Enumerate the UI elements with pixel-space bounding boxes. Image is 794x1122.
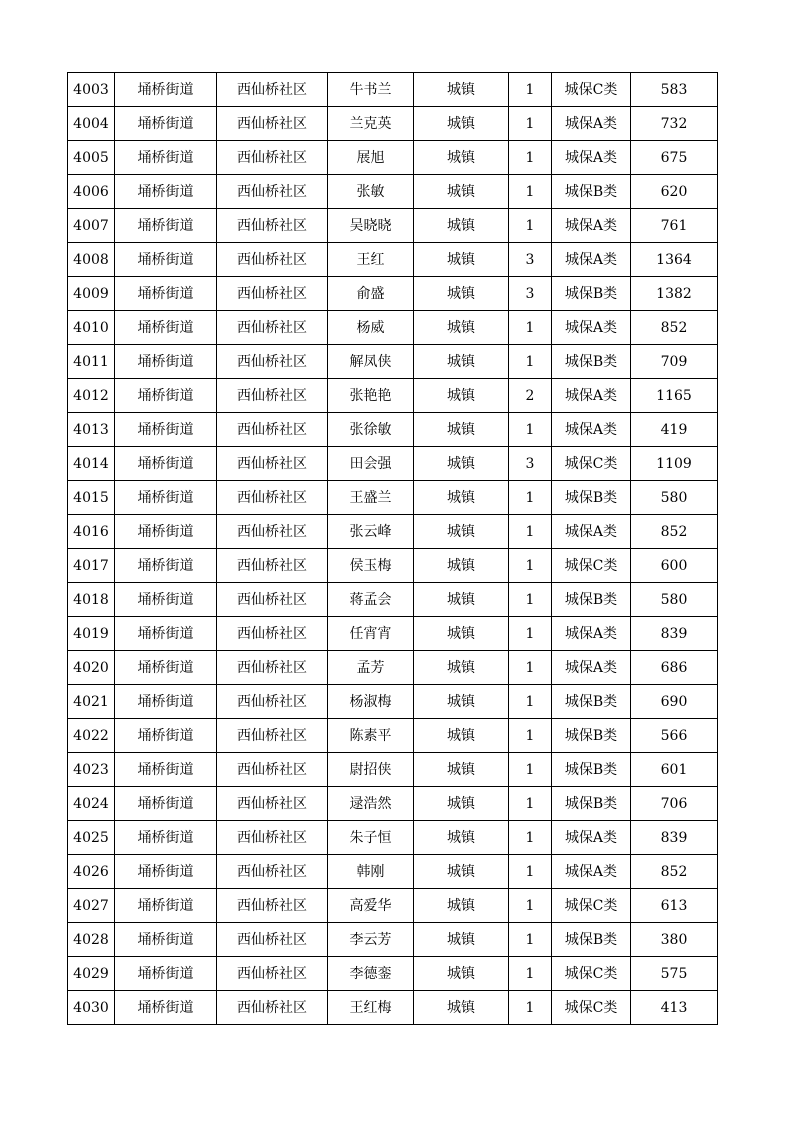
- cell-household-count: 1: [509, 73, 552, 107]
- table-row: [68, 957, 718, 991]
- cell-household-count: 1: [509, 889, 552, 923]
- cell-category: 城保A类: [552, 855, 631, 889]
- table-row: [68, 243, 718, 277]
- cell-category: 城保B类: [552, 719, 631, 753]
- cell-amount: 413: [631, 991, 718, 1025]
- table-row: [68, 141, 718, 175]
- cell-name: 吴晓晓: [328, 209, 414, 243]
- cell-household-count: 1: [509, 549, 552, 583]
- cell-street: 埇桥街道: [115, 821, 217, 855]
- cell-name: 解凤侠: [328, 345, 414, 379]
- cell-name: 王红梅: [328, 991, 414, 1025]
- cell-street: 埇桥街道: [115, 957, 217, 991]
- cell-household-count: 2: [509, 379, 552, 413]
- cell-name: 兰克英: [328, 107, 414, 141]
- cell-community: 西仙桥社区: [217, 141, 328, 175]
- cell-category: 城保B类: [552, 345, 631, 379]
- cell-community: 西仙桥社区: [217, 685, 328, 719]
- cell-category: 城保A类: [552, 821, 631, 855]
- cell-name: 王红: [328, 243, 414, 277]
- cell-serial-no: 4017: [68, 549, 115, 583]
- cell-category: 城保A类: [552, 141, 631, 175]
- cell-area-type: 城镇: [414, 719, 509, 753]
- cell-amount: 852: [631, 311, 718, 345]
- cell-household-count: 1: [509, 515, 552, 549]
- cell-area-type: 城镇: [414, 209, 509, 243]
- cell-area-type: 城镇: [414, 277, 509, 311]
- cell-area-type: 城镇: [414, 413, 509, 447]
- cell-street: 埇桥街道: [115, 209, 217, 243]
- cell-amount: 852: [631, 855, 718, 889]
- cell-category: 城保B类: [552, 175, 631, 209]
- cell-amount: 601: [631, 753, 718, 787]
- cell-area-type: 城镇: [414, 787, 509, 821]
- cell-street: 埇桥街道: [115, 719, 217, 753]
- cell-community: 西仙桥社区: [217, 651, 328, 685]
- cell-street: 埇桥街道: [115, 277, 217, 311]
- cell-name: 杨威: [328, 311, 414, 345]
- cell-household-count: 1: [509, 787, 552, 821]
- cell-category: 城保A类: [552, 617, 631, 651]
- cell-household-count: 1: [509, 583, 552, 617]
- cell-community: 西仙桥社区: [217, 379, 328, 413]
- cell-category: 城保C类: [552, 447, 631, 481]
- cell-community: 西仙桥社区: [217, 209, 328, 243]
- cell-name: 高爱华: [328, 889, 414, 923]
- cell-community: 西仙桥社区: [217, 345, 328, 379]
- cell-community: 西仙桥社区: [217, 481, 328, 515]
- cell-area-type: 城镇: [414, 617, 509, 651]
- table-row: [68, 651, 718, 685]
- cell-street: 埇桥街道: [115, 175, 217, 209]
- cell-name: 孟芳: [328, 651, 414, 685]
- cell-amount: 732: [631, 107, 718, 141]
- cell-name: 李德銮: [328, 957, 414, 991]
- cell-area-type: 城镇: [414, 957, 509, 991]
- cell-street: 埇桥街道: [115, 345, 217, 379]
- cell-amount: 675: [631, 141, 718, 175]
- cell-amount: 709: [631, 345, 718, 379]
- cell-street: 埇桥街道: [115, 379, 217, 413]
- cell-household-count: 3: [509, 277, 552, 311]
- cell-serial-no: 4023: [68, 753, 115, 787]
- cell-community: 西仙桥社区: [217, 73, 328, 107]
- cell-street: 埇桥街道: [115, 685, 217, 719]
- table-row: [68, 889, 718, 923]
- cell-category: 城保A类: [552, 379, 631, 413]
- cell-street: 埇桥街道: [115, 991, 217, 1025]
- cell-community: 西仙桥社区: [217, 175, 328, 209]
- table-row: [68, 413, 718, 447]
- cell-area-type: 城镇: [414, 73, 509, 107]
- cell-category: 城保C类: [552, 889, 631, 923]
- table-row: [68, 549, 718, 583]
- cell-name: 田会强: [328, 447, 414, 481]
- cell-amount: 566: [631, 719, 718, 753]
- cell-category: 城保A类: [552, 413, 631, 447]
- cell-area-type: 城镇: [414, 651, 509, 685]
- cell-household-count: 1: [509, 209, 552, 243]
- cell-serial-no: 4027: [68, 889, 115, 923]
- cell-serial-no: 4016: [68, 515, 115, 549]
- cell-amount: 686: [631, 651, 718, 685]
- cell-category: 城保B类: [552, 277, 631, 311]
- cell-category: 城保C类: [552, 957, 631, 991]
- table-row: [68, 209, 718, 243]
- cell-area-type: 城镇: [414, 583, 509, 617]
- cell-street: 埇桥街道: [115, 141, 217, 175]
- table-row: [68, 685, 718, 719]
- cell-serial-no: 4020: [68, 651, 115, 685]
- cell-name: 牛书兰: [328, 73, 414, 107]
- cell-serial-no: 4004: [68, 107, 115, 141]
- cell-household-count: 1: [509, 957, 552, 991]
- cell-area-type: 城镇: [414, 311, 509, 345]
- cell-community: 西仙桥社区: [217, 991, 328, 1025]
- cell-community: 西仙桥社区: [217, 413, 328, 447]
- cell-household-count: 1: [509, 107, 552, 141]
- table-row: [68, 277, 718, 311]
- cell-street: 埇桥街道: [115, 753, 217, 787]
- cell-area-type: 城镇: [414, 175, 509, 209]
- cell-serial-no: 4028: [68, 923, 115, 957]
- cell-street: 埇桥街道: [115, 515, 217, 549]
- cell-serial-no: 4011: [68, 345, 115, 379]
- cell-household-count: 1: [509, 855, 552, 889]
- cell-area-type: 城镇: [414, 515, 509, 549]
- table-row: [68, 175, 718, 209]
- cell-household-count: 1: [509, 481, 552, 515]
- cell-category: 城保B类: [552, 787, 631, 821]
- cell-street: 埇桥街道: [115, 413, 217, 447]
- cell-community: 西仙桥社区: [217, 515, 328, 549]
- cell-amount: 580: [631, 583, 718, 617]
- cell-household-count: 3: [509, 243, 552, 277]
- cell-street: 埇桥街道: [115, 617, 217, 651]
- cell-amount: 583: [631, 73, 718, 107]
- cell-name: 朱子恒: [328, 821, 414, 855]
- cell-household-count: 1: [509, 821, 552, 855]
- cell-serial-no: 4006: [68, 175, 115, 209]
- cell-area-type: 城镇: [414, 685, 509, 719]
- cell-serial-no: 4021: [68, 685, 115, 719]
- cell-amount: 620: [631, 175, 718, 209]
- cell-community: 西仙桥社区: [217, 855, 328, 889]
- cell-street: 埇桥街道: [115, 447, 217, 481]
- table-row: [68, 73, 718, 107]
- table-row: [68, 991, 718, 1025]
- cell-community: 西仙桥社区: [217, 243, 328, 277]
- table-row: [68, 447, 718, 481]
- table-row: [68, 617, 718, 651]
- cell-area-type: 城镇: [414, 141, 509, 175]
- cell-name: 李云芳: [328, 923, 414, 957]
- cell-community: 西仙桥社区: [217, 549, 328, 583]
- cell-area-type: 城镇: [414, 821, 509, 855]
- cell-name: 侯玉梅: [328, 549, 414, 583]
- cell-household-count: 1: [509, 617, 552, 651]
- cell-amount: 600: [631, 549, 718, 583]
- cell-name: 张云峰: [328, 515, 414, 549]
- cell-name: 杨淑梅: [328, 685, 414, 719]
- cell-community: 西仙桥社区: [217, 277, 328, 311]
- cell-community: 西仙桥社区: [217, 753, 328, 787]
- cell-household-count: 1: [509, 175, 552, 209]
- cell-amount: 613: [631, 889, 718, 923]
- cell-name: 陈素平: [328, 719, 414, 753]
- table-row: [68, 379, 718, 413]
- cell-amount: 761: [631, 209, 718, 243]
- cell-area-type: 城镇: [414, 889, 509, 923]
- cell-category: 城保B类: [552, 481, 631, 515]
- cell-category: 城保C类: [552, 991, 631, 1025]
- cell-name: 韩刚: [328, 855, 414, 889]
- cell-community: 西仙桥社区: [217, 719, 328, 753]
- cell-serial-no: 4018: [68, 583, 115, 617]
- cell-community: 西仙桥社区: [217, 447, 328, 481]
- cell-area-type: 城镇: [414, 379, 509, 413]
- roster-table: [67, 72, 718, 1025]
- cell-household-count: 1: [509, 753, 552, 787]
- cell-name: 蒋孟会: [328, 583, 414, 617]
- cell-amount: 706: [631, 787, 718, 821]
- cell-serial-no: 4010: [68, 311, 115, 345]
- cell-serial-no: 4013: [68, 413, 115, 447]
- table-row: [68, 821, 718, 855]
- cell-area-type: 城镇: [414, 991, 509, 1025]
- cell-amount: 1109: [631, 447, 718, 481]
- cell-amount: 839: [631, 617, 718, 651]
- cell-household-count: 1: [509, 141, 552, 175]
- cell-street: 埇桥街道: [115, 481, 217, 515]
- cell-serial-no: 4014: [68, 447, 115, 481]
- cell-community: 西仙桥社区: [217, 583, 328, 617]
- cell-category: 城保B类: [552, 685, 631, 719]
- cell-community: 西仙桥社区: [217, 787, 328, 821]
- cell-name: 逯浩然: [328, 787, 414, 821]
- cell-serial-no: 4007: [68, 209, 115, 243]
- cell-community: 西仙桥社区: [217, 889, 328, 923]
- table-row: [68, 583, 718, 617]
- cell-serial-no: 4003: [68, 73, 115, 107]
- cell-community: 西仙桥社区: [217, 821, 328, 855]
- cell-serial-no: 4005: [68, 141, 115, 175]
- roster-body: [68, 73, 718, 1025]
- cell-street: 埇桥街道: [115, 243, 217, 277]
- cell-household-count: 1: [509, 651, 552, 685]
- cell-community: 西仙桥社区: [217, 311, 328, 345]
- cell-serial-no: 4019: [68, 617, 115, 651]
- cell-street: 埇桥街道: [115, 651, 217, 685]
- cell-category: 城保C类: [552, 549, 631, 583]
- cell-serial-no: 4022: [68, 719, 115, 753]
- cell-name: 展旭: [328, 141, 414, 175]
- cell-name: 俞盛: [328, 277, 414, 311]
- cell-category: 城保A类: [552, 243, 631, 277]
- cell-amount: 1165: [631, 379, 718, 413]
- cell-amount: 1364: [631, 243, 718, 277]
- cell-category: 城保A类: [552, 107, 631, 141]
- cell-area-type: 城镇: [414, 345, 509, 379]
- cell-area-type: 城镇: [414, 481, 509, 515]
- cell-community: 西仙桥社区: [217, 923, 328, 957]
- table-row: [68, 515, 718, 549]
- cell-street: 埇桥街道: [115, 549, 217, 583]
- cell-amount: 419: [631, 413, 718, 447]
- cell-category: 城保B类: [552, 923, 631, 957]
- table-row: [68, 719, 718, 753]
- cell-name: 张艳艳: [328, 379, 414, 413]
- cell-amount: 690: [631, 685, 718, 719]
- cell-amount: 852: [631, 515, 718, 549]
- table-row: [68, 107, 718, 141]
- cell-serial-no: 4026: [68, 855, 115, 889]
- cell-street: 埇桥街道: [115, 787, 217, 821]
- cell-street: 埇桥街道: [115, 923, 217, 957]
- cell-category: 城保A类: [552, 651, 631, 685]
- cell-serial-no: 4024: [68, 787, 115, 821]
- table-row: [68, 855, 718, 889]
- cell-street: 埇桥街道: [115, 855, 217, 889]
- table-row: [68, 923, 718, 957]
- cell-area-type: 城镇: [414, 107, 509, 141]
- cell-household-count: 1: [509, 923, 552, 957]
- cell-name: 张敏: [328, 175, 414, 209]
- table-row: [68, 311, 718, 345]
- cell-name: 尉招侠: [328, 753, 414, 787]
- cell-area-type: 城镇: [414, 447, 509, 481]
- table-row: [68, 753, 718, 787]
- cell-category: 城保B类: [552, 583, 631, 617]
- table-row: [68, 345, 718, 379]
- cell-community: 西仙桥社区: [217, 107, 328, 141]
- cell-serial-no: 4009: [68, 277, 115, 311]
- cell-area-type: 城镇: [414, 243, 509, 277]
- cell-serial-no: 4008: [68, 243, 115, 277]
- cell-category: 城保C类: [552, 73, 631, 107]
- cell-street: 埇桥街道: [115, 73, 217, 107]
- cell-serial-no: 4025: [68, 821, 115, 855]
- cell-serial-no: 4015: [68, 481, 115, 515]
- cell-amount: 580: [631, 481, 718, 515]
- cell-name: 任宵宵: [328, 617, 414, 651]
- cell-name: 王盛兰: [328, 481, 414, 515]
- cell-amount: 575: [631, 957, 718, 991]
- cell-category: 城保A类: [552, 311, 631, 345]
- cell-amount: 380: [631, 923, 718, 957]
- cell-amount: 839: [631, 821, 718, 855]
- cell-serial-no: 4029: [68, 957, 115, 991]
- cell-household-count: 1: [509, 345, 552, 379]
- cell-category: 城保A类: [552, 209, 631, 243]
- cell-serial-no: 4012: [68, 379, 115, 413]
- cell-street: 埇桥街道: [115, 889, 217, 923]
- cell-household-count: 1: [509, 685, 552, 719]
- cell-street: 埇桥街道: [115, 311, 217, 345]
- cell-category: 城保A类: [552, 515, 631, 549]
- cell-household-count: 1: [509, 311, 552, 345]
- table-row: [68, 787, 718, 821]
- cell-household-count: 1: [509, 719, 552, 753]
- cell-name: 张徐敏: [328, 413, 414, 447]
- cell-street: 埇桥街道: [115, 583, 217, 617]
- cell-community: 西仙桥社区: [217, 617, 328, 651]
- cell-area-type: 城镇: [414, 855, 509, 889]
- cell-household-count: 1: [509, 991, 552, 1025]
- cell-category: 城保B类: [552, 753, 631, 787]
- cell-household-count: 1: [509, 413, 552, 447]
- cell-area-type: 城镇: [414, 549, 509, 583]
- cell-area-type: 城镇: [414, 753, 509, 787]
- cell-amount: 1382: [631, 277, 718, 311]
- cell-street: 埇桥街道: [115, 107, 217, 141]
- cell-serial-no: 4030: [68, 991, 115, 1025]
- cell-community: 西仙桥社区: [217, 957, 328, 991]
- table-row: [68, 481, 718, 515]
- cell-area-type: 城镇: [414, 923, 509, 957]
- cell-household-count: 3: [509, 447, 552, 481]
